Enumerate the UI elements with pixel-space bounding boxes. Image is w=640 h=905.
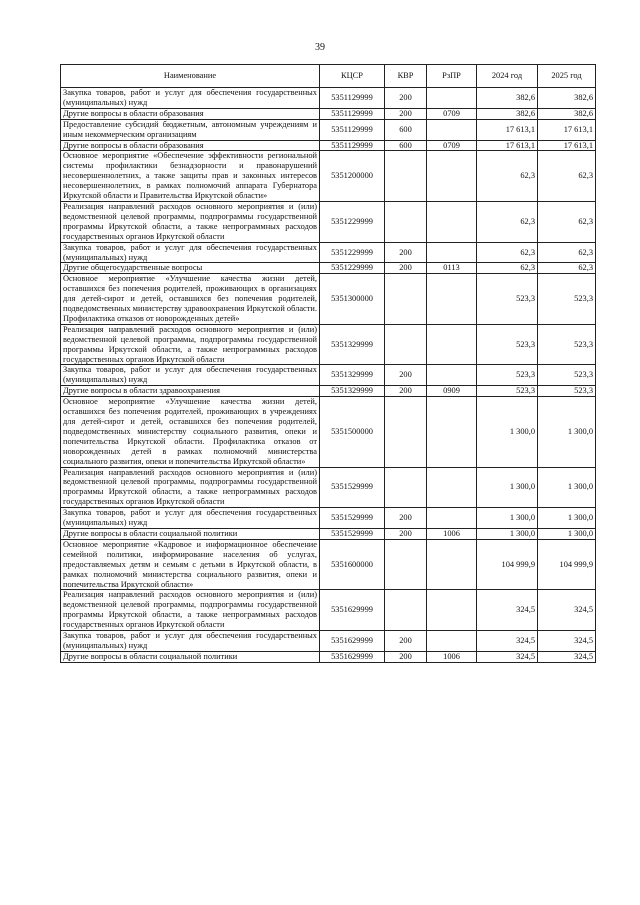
row-2024: 1 300,0 bbox=[477, 528, 538, 539]
table-header-row bbox=[61, 65, 596, 88]
row-kcsr: 5351629999 bbox=[320, 631, 385, 652]
header-2025: 2025 год bbox=[538, 65, 596, 88]
table-row bbox=[61, 324, 596, 365]
row-2024: 382,6 bbox=[477, 108, 538, 119]
row-rzpr bbox=[427, 365, 477, 386]
table-row bbox=[61, 631, 596, 652]
table-row bbox=[61, 397, 596, 467]
row-2025: 324,5 bbox=[538, 590, 596, 631]
table-row bbox=[61, 274, 596, 325]
row-kcsr: 5351629999 bbox=[320, 651, 385, 662]
row-name: Другие общегосударственные вопросы bbox=[61, 263, 320, 274]
row-kvr bbox=[385, 590, 427, 631]
row-2025: 1 300,0 bbox=[538, 467, 596, 508]
row-2025: 324,5 bbox=[538, 651, 596, 662]
row-kvr: 200 bbox=[385, 108, 427, 119]
row-2024: 62,3 bbox=[477, 151, 538, 202]
row-kvr bbox=[385, 539, 427, 590]
row-2025: 62,3 bbox=[538, 201, 596, 242]
row-rzpr: 1006 bbox=[427, 651, 477, 662]
table-row bbox=[61, 151, 596, 202]
row-2024: 62,3 bbox=[477, 263, 538, 274]
row-2025: 62,3 bbox=[538, 263, 596, 274]
header-kcsr: КЦСР bbox=[320, 65, 385, 88]
row-kvr: 600 bbox=[385, 119, 427, 140]
row-2024: 1 300,0 bbox=[477, 467, 538, 508]
row-rzpr bbox=[427, 88, 477, 109]
row-kcsr: 5351329999 bbox=[320, 365, 385, 386]
row-name: Закупка товаров, работ и услуг для обеспечения государственных (муниципальных) нужд bbox=[61, 242, 320, 263]
row-2025: 62,3 bbox=[538, 151, 596, 202]
row-rzpr: 0113 bbox=[427, 263, 477, 274]
row-2025: 523,3 bbox=[538, 386, 596, 397]
row-2025: 17 613,1 bbox=[538, 119, 596, 140]
table-body bbox=[61, 88, 596, 663]
page-number: 39 bbox=[315, 42, 325, 53]
row-name: Другие вопросы в области социальной политики bbox=[61, 651, 320, 662]
table-row bbox=[61, 528, 596, 539]
row-2024: 62,3 bbox=[477, 242, 538, 263]
row-name: Основное мероприятие «Улучшение качества жизни детей, оставшихся без попечения родителей, проживающих в организациях для детей-сирот и детей, оставшихся без попечения родителей, подведомственных министерству здравоохранения Иркутской области. Профилактика отказов от новорожденных детей» bbox=[61, 274, 320, 325]
table-row bbox=[61, 242, 596, 263]
row-kvr bbox=[385, 324, 427, 365]
row-rzpr: 0709 bbox=[427, 108, 477, 119]
table-row bbox=[61, 119, 596, 140]
header-name: Наименование bbox=[61, 65, 320, 88]
row-2024: 324,5 bbox=[477, 631, 538, 652]
row-name: Основное мероприятие «Обеспечение эффективности региональной системы профилактики безнадзорности и правонарушений несовершеннолетних, а также защиты прав и законных интересов несовершеннолетних, в рамках полномочий аппарата Губернатора Иркутской области и Правительства Иркутской области» bbox=[61, 151, 320, 202]
row-name: Закупка товаров, работ и услуг для обеспечения государственных (муниципальных) нужд bbox=[61, 365, 320, 386]
row-kcsr: 5351129999 bbox=[320, 108, 385, 119]
row-name: Реализация направлений расходов основного мероприятия и (или) ведомственной целевой программы, подпрограммы государственной программы Иркутской области, а также непрограммных расходов государственных органов Иркутской области bbox=[61, 590, 320, 631]
row-rzpr: 0909 bbox=[427, 386, 477, 397]
row-name: Другие вопросы в области образования bbox=[61, 108, 320, 119]
header-rzpr: РзПР bbox=[427, 65, 477, 88]
table-row bbox=[61, 651, 596, 662]
row-kcsr: 5351529999 bbox=[320, 467, 385, 508]
row-2025: 1 300,0 bbox=[538, 508, 596, 529]
table-row bbox=[61, 88, 596, 109]
row-kcsr: 5351329999 bbox=[320, 386, 385, 397]
row-kvr: 200 bbox=[385, 651, 427, 662]
row-kcsr: 5351129999 bbox=[320, 88, 385, 109]
row-rzpr bbox=[427, 467, 477, 508]
table-row bbox=[61, 140, 596, 151]
row-kcsr: 5351529999 bbox=[320, 528, 385, 539]
row-2024: 1 300,0 bbox=[477, 508, 538, 529]
table-row bbox=[61, 539, 596, 590]
row-name: Реализация направлений расходов основного мероприятия и (или) ведомственной целевой программы, подпрограммы государственной программы Иркутской области, а также непрограммных расходов государственных органов Иркутской области bbox=[61, 324, 320, 365]
row-2024: 523,3 bbox=[477, 274, 538, 325]
row-kcsr: 5351500000 bbox=[320, 397, 385, 467]
row-kvr: 200 bbox=[385, 528, 427, 539]
row-kcsr: 5351529999 bbox=[320, 508, 385, 529]
row-kvr: 200 bbox=[385, 508, 427, 529]
row-kcsr: 5351129999 bbox=[320, 140, 385, 151]
row-2024: 324,5 bbox=[477, 590, 538, 631]
table-row bbox=[61, 386, 596, 397]
row-rzpr bbox=[427, 151, 477, 202]
row-name: Закупка товаров, работ и услуг для обеспечения государственных (муниципальных) нужд bbox=[61, 88, 320, 109]
row-kvr: 200 bbox=[385, 88, 427, 109]
row-rzpr bbox=[427, 119, 477, 140]
row-kvr: 200 bbox=[385, 242, 427, 263]
row-name: Закупка товаров, работ и услуг для обеспечения государственных (муниципальных) нужд bbox=[61, 631, 320, 652]
row-2024: 324,5 bbox=[477, 651, 538, 662]
row-2024: 62,3 bbox=[477, 201, 538, 242]
table-row bbox=[61, 467, 596, 508]
row-rzpr bbox=[427, 274, 477, 325]
row-kvr: 200 bbox=[385, 386, 427, 397]
row-kvr bbox=[385, 201, 427, 242]
row-kcsr: 5351229999 bbox=[320, 242, 385, 263]
table-row bbox=[61, 201, 596, 242]
row-name: Предоставление субсидий бюджетным, автономным учреждениям и иным некоммерческим организациям bbox=[61, 119, 320, 140]
row-name: Основное мероприятие «Кадровое и информационное обеспечение семейной политики, информирование населения об услугах, предоставляемых детям и семьям с детьми в Иркутской области, в рамках полномочий министерства социального развития, опеки и попечительства Иркутской области» bbox=[61, 539, 320, 590]
row-kvr: 200 bbox=[385, 365, 427, 386]
row-rzpr bbox=[427, 324, 477, 365]
row-2025: 382,6 bbox=[538, 108, 596, 119]
row-2025: 523,3 bbox=[538, 274, 596, 325]
budget-table bbox=[60, 64, 596, 663]
row-name: Другие вопросы в области образования bbox=[61, 140, 320, 151]
row-2025: 523,3 bbox=[538, 365, 596, 386]
table-row bbox=[61, 263, 596, 274]
header-kvr: КВР bbox=[385, 65, 427, 88]
row-rzpr bbox=[427, 631, 477, 652]
row-kcsr: 5351229999 bbox=[320, 263, 385, 274]
row-2025: 382,6 bbox=[538, 88, 596, 109]
row-kvr bbox=[385, 151, 427, 202]
row-kvr: 200 bbox=[385, 631, 427, 652]
row-2024: 1 300,0 bbox=[477, 397, 538, 467]
row-2025: 324,5 bbox=[538, 631, 596, 652]
row-kvr bbox=[385, 397, 427, 467]
row-kcsr: 5351629999 bbox=[320, 590, 385, 631]
table-row bbox=[61, 590, 596, 631]
row-2024: 523,3 bbox=[477, 324, 538, 365]
row-name: Закупка товаров, работ и услуг для обеспечения государственных (муниципальных) нужд bbox=[61, 508, 320, 529]
row-kvr: 600 bbox=[385, 140, 427, 151]
row-kcsr: 5351229999 bbox=[320, 201, 385, 242]
row-name: Основное мероприятие «Улучшение качества жизни детей, оставшихся без попечения родителей, проживающих в учреждениях для детей-сирот и детей, оставшихся без попечения родителей, подведомственных министерству социального развития, опеки и попечительства Иркутской области. Профилактика отказов от новорожденных детей в рамках полномочий министерства социального развития, опеки и попечительства Иркутской области» bbox=[61, 397, 320, 467]
row-kcsr: 5351329999 bbox=[320, 324, 385, 365]
row-rzpr: 0709 bbox=[427, 140, 477, 151]
row-kvr bbox=[385, 467, 427, 508]
row-kvr: 200 bbox=[385, 263, 427, 274]
row-rzpr: 1006 bbox=[427, 528, 477, 539]
row-2025: 17 613,1 bbox=[538, 140, 596, 151]
row-rzpr bbox=[427, 539, 477, 590]
row-2024: 104 999,9 bbox=[477, 539, 538, 590]
row-2025: 104 999,9 bbox=[538, 539, 596, 590]
row-2025: 62,3 bbox=[538, 242, 596, 263]
row-kcsr: 5351129999 bbox=[320, 119, 385, 140]
row-name: Другие вопросы в области здравоохранения bbox=[61, 386, 320, 397]
row-2024: 17 613,1 bbox=[477, 140, 538, 151]
row-kvr bbox=[385, 274, 427, 325]
table-row bbox=[61, 508, 596, 529]
row-kcsr: 5351600000 bbox=[320, 539, 385, 590]
row-rzpr bbox=[427, 397, 477, 467]
table-row bbox=[61, 108, 596, 119]
row-rzpr bbox=[427, 201, 477, 242]
row-rzpr bbox=[427, 242, 477, 263]
row-2024: 523,3 bbox=[477, 386, 538, 397]
row-name: Реализация направлений расходов основного мероприятия и (или) ведомственной целевой программы, подпрограммы государственной программы Иркутской области, а также непрограммных расходов государственных органов Иркутской области bbox=[61, 201, 320, 242]
row-name: Другие вопросы в области социальной политики bbox=[61, 528, 320, 539]
row-rzpr bbox=[427, 590, 477, 631]
row-rzpr bbox=[427, 508, 477, 529]
header-2024: 2024 год bbox=[477, 65, 538, 88]
row-2024: 17 613,1 bbox=[477, 119, 538, 140]
row-kcsr: 5351200000 bbox=[320, 151, 385, 202]
row-2025: 1 300,0 bbox=[538, 528, 596, 539]
row-name: Реализация направлений расходов основного мероприятия и (или) ведомственной целевой программы, подпрограммы государственной программы Иркутской области, а также непрограммных расходов государственных органов Иркутской области bbox=[61, 467, 320, 508]
row-2025: 1 300,0 bbox=[538, 397, 596, 467]
row-kcsr: 5351300000 bbox=[320, 274, 385, 325]
row-2024: 382,6 bbox=[477, 88, 538, 109]
table-row bbox=[61, 365, 596, 386]
row-2025: 523,3 bbox=[538, 324, 596, 365]
row-2024: 523,3 bbox=[477, 365, 538, 386]
